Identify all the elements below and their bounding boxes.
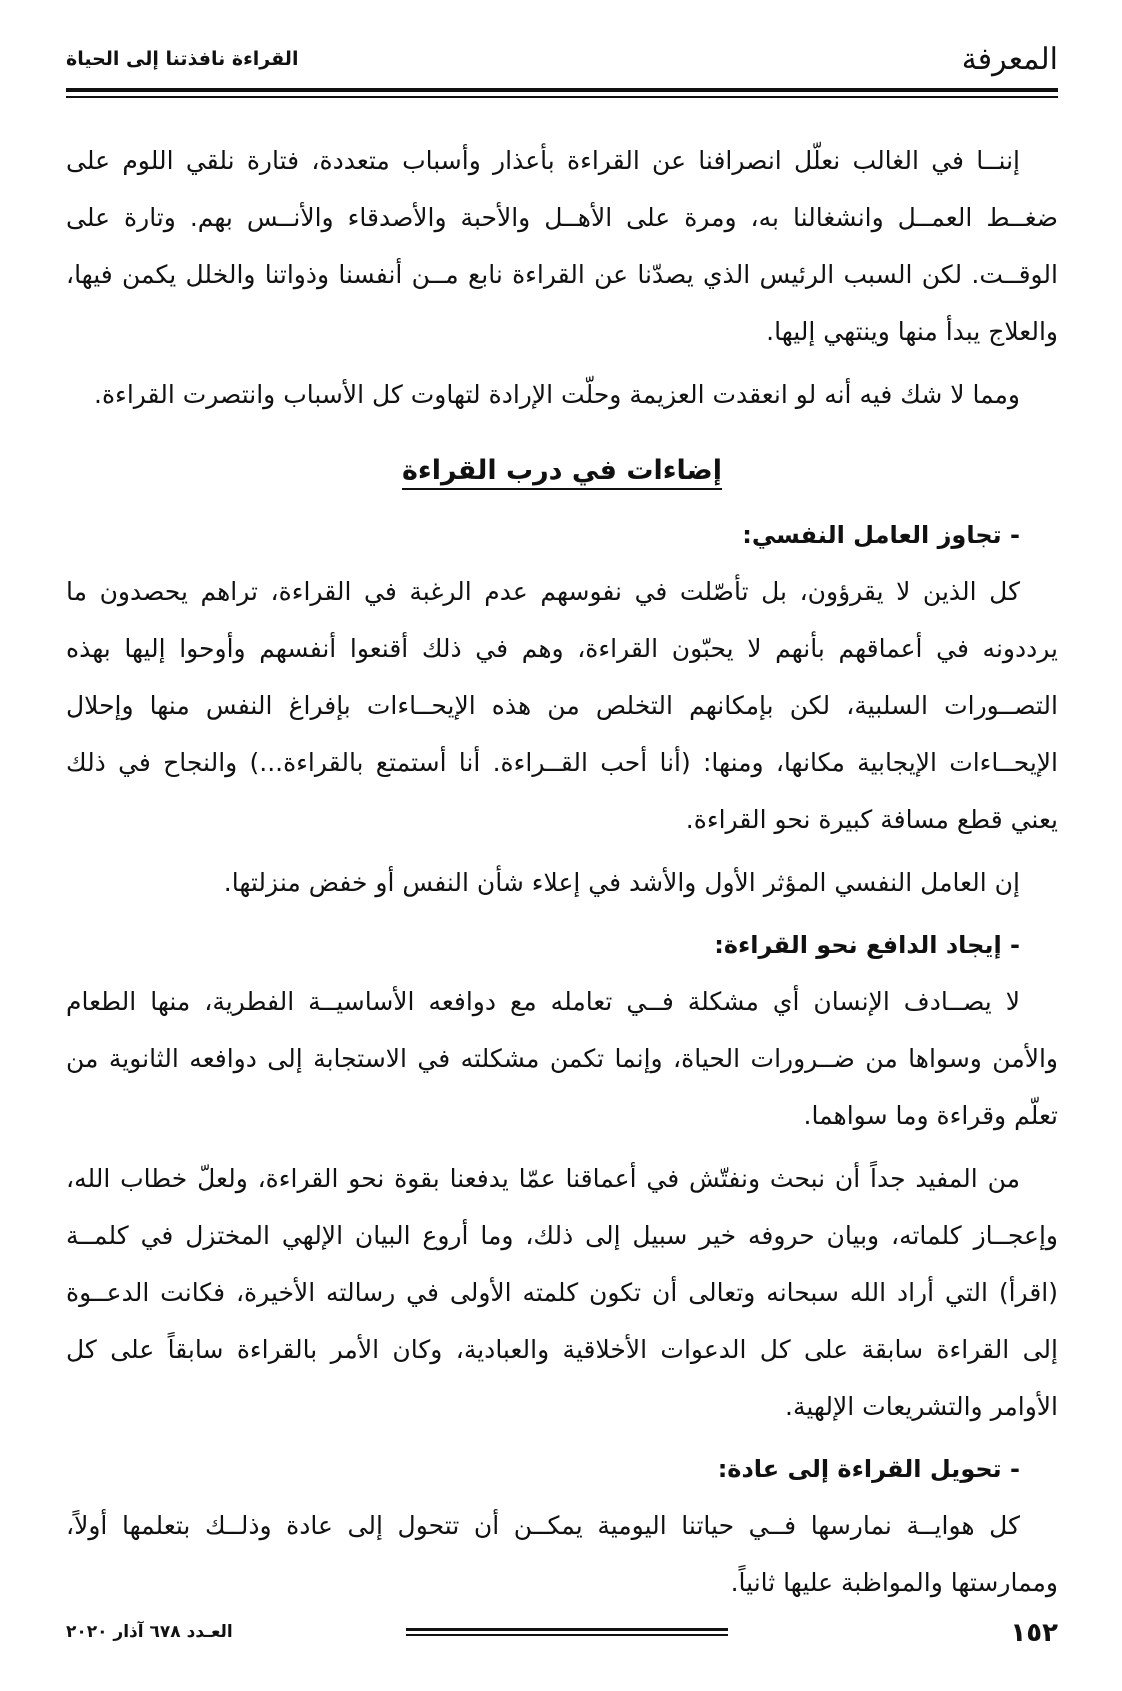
subsection-heading-2: - إيجاد الدافع نحو القراءة: <box>714 931 1020 959</box>
running-title: القراءة نافذتنا إلى الحياة <box>66 48 299 70</box>
page-footer <box>66 1618 1058 1658</box>
intro-paragraph-2: ومما لا شك فيه أنه لو انعقدت العزيمة وحلّت الإرادة لتهاوت كل الأسباب وانتصرت القراءة. <box>94 380 1020 409</box>
section-title: إضاءات في درب القراءة <box>401 455 723 486</box>
intro-paragraph-1: إننــا في الغالب نعلّل انصرافنا عن القراءة بأعذار وأسباب متعددة، فتارة نلقي اللوم على ضغــط العمــل وانشغالنا به، ومرة على الأهــل والأحبة والأصدقاء والأنــس بهم. وتارة على الوقــت. لكن السبب الرئيس الذي يصدّنا عن القراءة نابع مــن أنفسنا وذواتنا والخلل يكمن فيها، والعلاج يبدأ منها وينتهي إليها. <box>66 146 1058 346</box>
header-rule-thick <box>66 88 1058 92</box>
issue-info: العـدد ٦٧٨ آذار ٢٠٢٠ <box>66 1622 233 1642</box>
page-number: ١٥٢ <box>1010 1618 1058 1648</box>
subsection-1-paragraph-2: إن العامل النفسي المؤثر الأول والأشد في إعلاء شأن النفس أو خفض منزلتها. <box>223 868 1020 897</box>
subsection-heading-3: - تحويل القراءة إلى عادة: <box>717 1455 1020 1483</box>
subsection-2-paragraph-2: من المفيد جداً أن نبحث ونفتّش في أعماقنا عمّا يدفعنا بقوة نحو القراءة، ولعلّ خطاب الله، وإعجــاز كلماته، وبيان حروفه خير سبيل إلى ذلك، وما أروع البيان الإلهي المختزل في كلمــة (اقرأ) التي أراد الله سبحانه وتعالى أن تكون كلمته الأولى في رسالته الأخيرة، فكانت الدعــوة إلى القراءة سابقة على كل الدعوات الأخلاقية والعبادية، وكان الأمر بالقراءة سابقاً على كل الأوامر والتشريعات الإلهية. <box>66 1164 1058 1421</box>
footer-rule-thin <box>406 1634 728 1636</box>
subsection-1-paragraph-1: كل الذين لا يقرؤون، بل تأصّلت في نفوسهم عدم الرغبة في القراءة، تراهم يحصدون ما يرددونه في أعماقهم بأنهم لا يحبّون القراءة، وهم في ذلك أقنعوا أنفسهم وأوحوا إليها بهذه التصــورات السلبية، لكن بإمكانهم التخلص من هذه الإيحــاءات بإفراغ النفس منها وإحلال الإيحــاءات الإيجابية مكانها، ومنها: (أنا أحب القــراءة. أنا أستمتع بالقراءة...) والنجاح في ذلك يعني قطع مسافة كبيرة نحو القراءة. <box>66 577 1058 834</box>
footer-rule-thick <box>406 1628 728 1631</box>
subsection-3-paragraph-1: كل هوايــة نمارسها فــي حياتنا اليومية يمكــن أن تتحول إلى عادة وذلــك بتعلمها أولاً، وممارستها والمواظبة عليها ثانياً. <box>66 1511 1058 1597</box>
magazine-logo: المعرفة <box>961 42 1058 77</box>
page-header <box>66 36 1058 84</box>
subsection-heading-1: - تجاوز العامل النفسي: <box>742 521 1020 549</box>
header-rule-thin <box>66 96 1058 98</box>
subsection-2-paragraph-1: لا يصــادف الإنسان أي مشكلة فــي تعامله مع دوافعه الأساسيــة الفطرية، منها الطعام والأمن وسواها من ضــرورات الحياة، وإنما تكمن مشكلته في الاستجابة إلى دوافعه الثانوية من تعلّم وقراءة وما سواهما. <box>66 987 1058 1130</box>
article-body <box>66 132 1058 1611</box>
